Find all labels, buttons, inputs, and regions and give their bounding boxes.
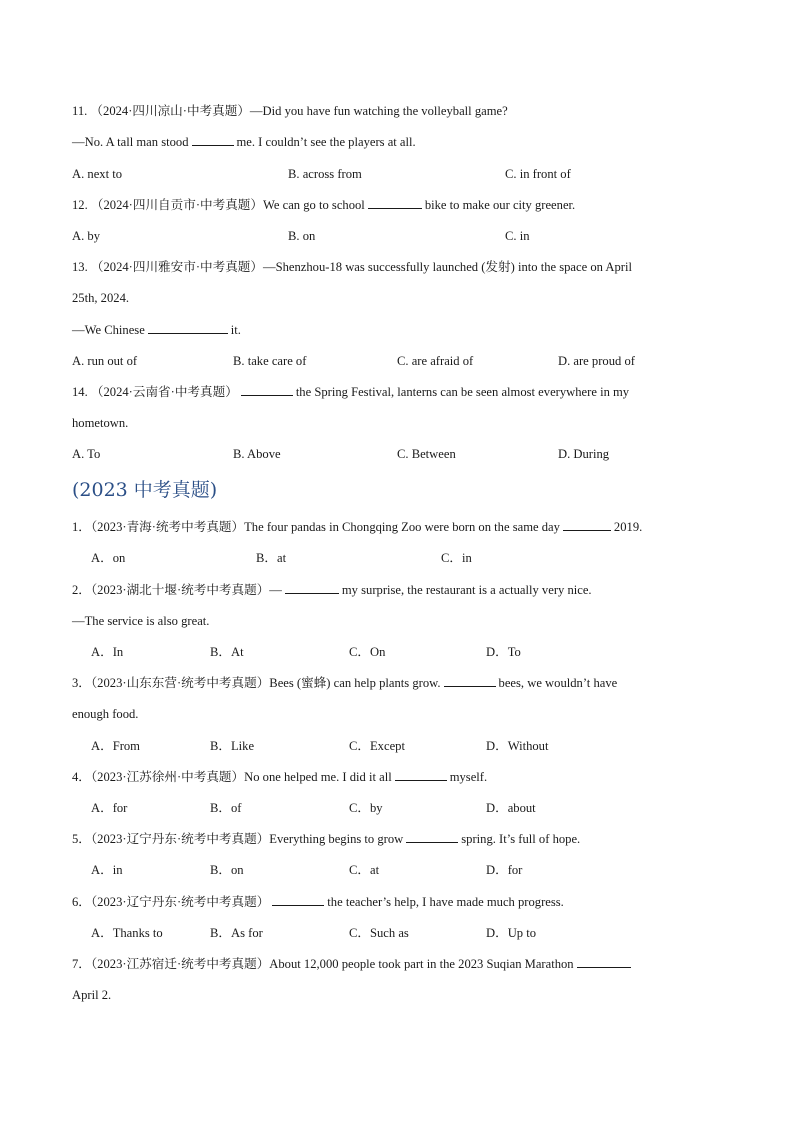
answer-blank[interactable] bbox=[577, 955, 631, 968]
question-13-stem: 13. （2024·四川雅安市·中考真题）—Shenzhou-18 was successfully launched (发射) into the space on April bbox=[72, 260, 632, 274]
option-b[interactable]: B．Like bbox=[210, 739, 255, 753]
question-7-stem-cont: April 2. bbox=[72, 988, 112, 1002]
option-d[interactable]: D．Up to bbox=[486, 926, 537, 940]
option-c[interactable]: C．Except bbox=[349, 739, 405, 753]
question-14-stem: 14. （2024·云南省·中考真题） the Spring Festival, lanterns can be seen almost everywhere in my bbox=[72, 385, 630, 399]
question-13-reply: —We Chinese it. bbox=[72, 323, 241, 337]
answer-blank[interactable] bbox=[563, 518, 611, 531]
option-b[interactable]: B．on bbox=[210, 863, 244, 877]
question-3-stem-cont: enough food. bbox=[72, 707, 139, 721]
question-11-reply: —No. A tall man stood me. I couldn’t see the players at all. bbox=[72, 135, 416, 149]
question-1-stem: 1．（2023·青海·统考中考真题）The four pandas in Chongqing Zoo were born on the same day 2019. bbox=[72, 520, 643, 534]
option-b[interactable]: B．At bbox=[210, 645, 244, 659]
option-c[interactable]: C. are afraid of bbox=[397, 354, 474, 368]
option-c[interactable]: C．On bbox=[349, 645, 386, 659]
option-a[interactable]: A. To bbox=[72, 447, 101, 461]
option-d[interactable]: D．Without bbox=[486, 739, 549, 753]
option-d[interactable]: D．about bbox=[486, 801, 536, 815]
option-c[interactable]: C．by bbox=[349, 801, 383, 815]
option-a[interactable]: A．From bbox=[91, 739, 140, 753]
answer-blank[interactable] bbox=[368, 196, 422, 209]
option-b[interactable]: B．As for bbox=[210, 926, 263, 940]
question-11-stem: 11. （2024·四川凉山·中考真题）—Did you have fun watching the volleyball game? bbox=[72, 104, 508, 118]
answer-blank[interactable] bbox=[285, 581, 339, 594]
option-c[interactable]: C. in front of bbox=[505, 167, 571, 181]
answer-blank[interactable] bbox=[406, 830, 458, 843]
question-5-stem: 5．（2023·辽宁丹东·统考中考真题）Everything begins to grow spring. It’s full of hope. bbox=[72, 832, 581, 846]
option-c[interactable]: C. in bbox=[505, 229, 530, 243]
option-a[interactable]: A．for bbox=[91, 801, 128, 815]
option-c[interactable]: C．Such as bbox=[349, 926, 409, 940]
option-a[interactable]: A. next to bbox=[72, 167, 123, 181]
answer-blank[interactable] bbox=[444, 674, 496, 687]
option-a[interactable]: A. by bbox=[72, 229, 100, 243]
option-a[interactable]: A．In bbox=[91, 645, 124, 659]
option-c[interactable]: C．in bbox=[441, 551, 472, 565]
answer-blank[interactable] bbox=[395, 768, 447, 781]
option-a[interactable]: A．on bbox=[91, 551, 126, 565]
option-b[interactable]: B. Above bbox=[233, 447, 281, 461]
option-b[interactable]: B. across from bbox=[288, 167, 362, 181]
option-a[interactable]: A．Thanks to bbox=[91, 926, 163, 940]
answer-blank[interactable] bbox=[241, 383, 293, 396]
answer-blank[interactable] bbox=[272, 893, 324, 906]
question-7-stem: 7．（2023·江苏宿迁·统考中考真题）About 12,000 people took part in the 2023 Suqian Marathon bbox=[72, 955, 634, 973]
option-b[interactable]: B. on bbox=[288, 229, 316, 243]
question-13-stem-cont: 25th, 2024. bbox=[72, 291, 130, 305]
option-a[interactable]: A．in bbox=[91, 863, 123, 877]
question-6-stem: 6．（2023·辽宁丹东·统考中考真题） the teacher’s help, I have made much progress. bbox=[72, 895, 564, 909]
answer-blank[interactable] bbox=[148, 321, 228, 334]
option-c[interactable]: C. Between bbox=[397, 447, 456, 461]
section-heading: (2023 中考真题) bbox=[72, 479, 218, 501]
question-14-stem-cont: hometown. bbox=[72, 416, 129, 430]
option-b[interactable]: B．at bbox=[256, 551, 287, 565]
option-d[interactable]: D. During bbox=[558, 447, 610, 461]
question-3-stem: 3．（2023·山东东营·统考中考真题）Bees (蜜蜂) can help plants grow. bees, we wouldn’t have bbox=[72, 676, 618, 690]
question-12-stem: 12. （2024·四川自贡市·中考真题）We can go to school bike to make our city greener. bbox=[72, 198, 576, 212]
option-d[interactable]: D．for bbox=[486, 863, 523, 877]
option-b[interactable]: B. take care of bbox=[233, 354, 307, 368]
question-2-reply: —The service is also great. bbox=[72, 614, 210, 628]
option-d[interactable]: D. are proud of bbox=[558, 354, 635, 368]
option-b[interactable]: B．of bbox=[210, 801, 242, 815]
answer-blank[interactable] bbox=[192, 133, 234, 146]
option-c[interactable]: C．at bbox=[349, 863, 380, 877]
question-4-stem: 4．（2023·江苏徐州·中考真题）No one helped me. I did it all myself. bbox=[72, 770, 488, 784]
question-2-stem: 2．（2023·湖北十堰·统考中考真题）— my surprise, the restaurant is a actually very nice. bbox=[72, 583, 592, 597]
option-a[interactable]: A. run out of bbox=[72, 354, 138, 368]
option-d[interactable]: D．To bbox=[486, 645, 521, 659]
